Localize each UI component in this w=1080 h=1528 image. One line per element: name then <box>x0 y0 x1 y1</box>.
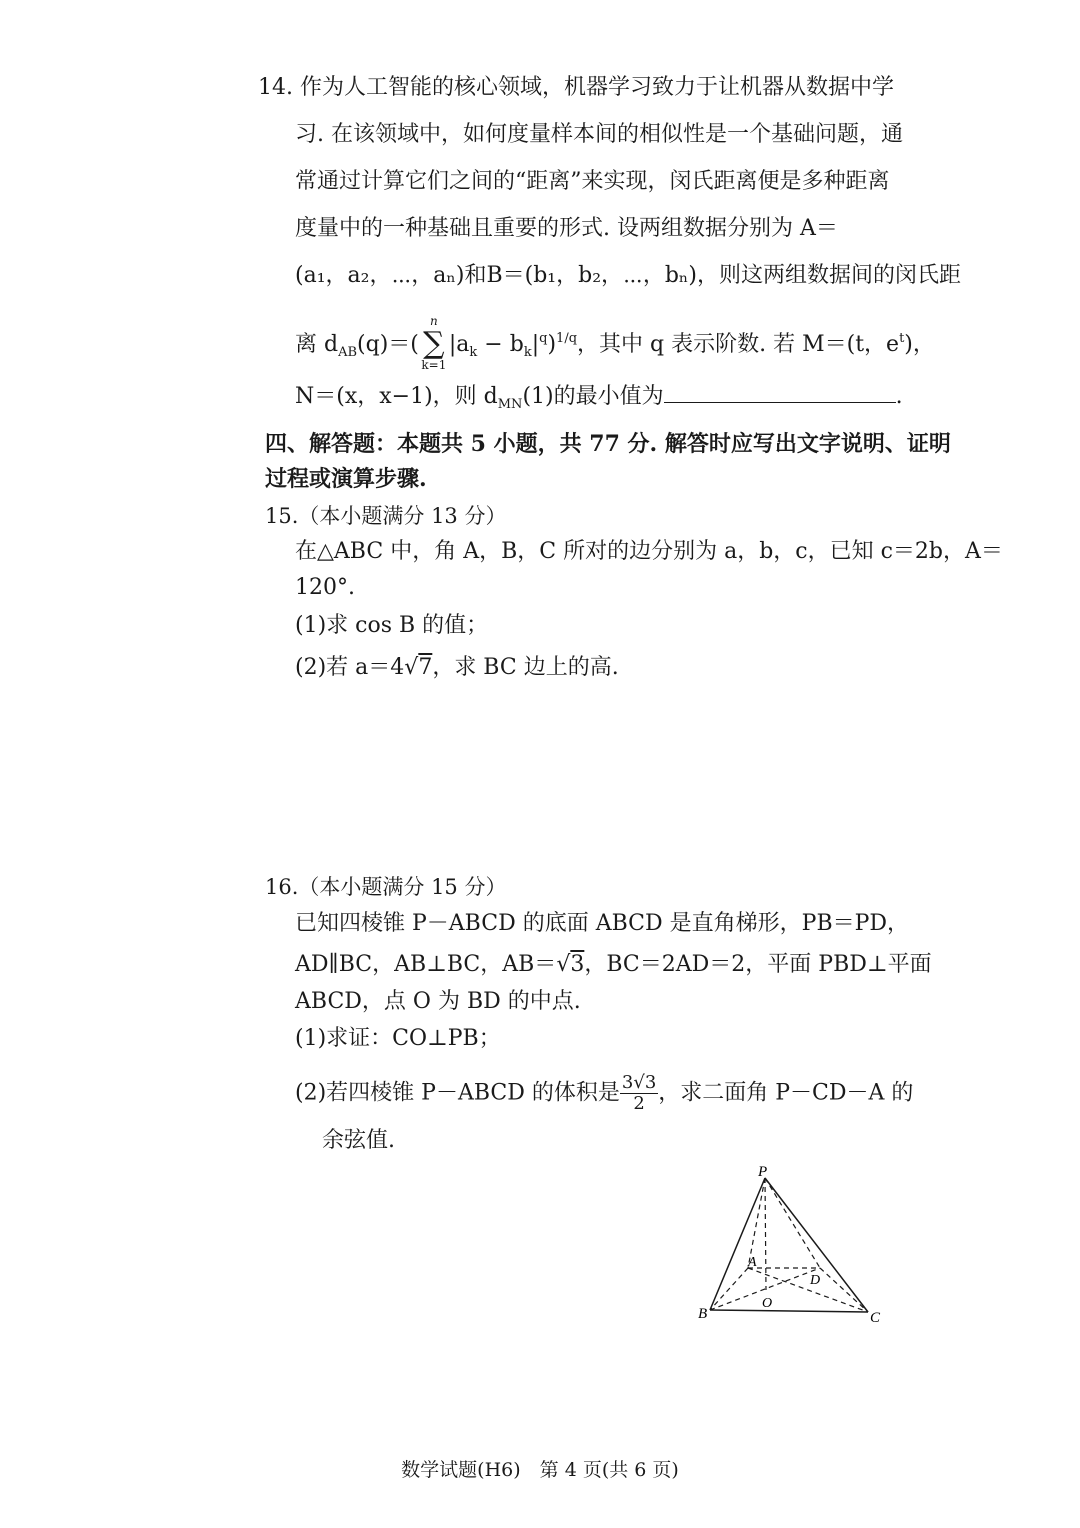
q16-part-2-line-2: 余弦值. <box>322 1128 395 1153</box>
q16-line-3: ABCD，点 O 为 BD 的中点. <box>295 989 581 1014</box>
q15-p2-pre: (2)若 a＝4 <box>295 655 405 680</box>
edge-PD <box>765 1178 820 1268</box>
edge-PO <box>765 1178 766 1290</box>
summation-symbol: n ∑ k=1 <box>419 329 449 361</box>
q16-line-2: AD∥BC，AB⊥BC，AB＝√3，BC＝2AD＝2，平面 PBD⊥平面 <box>295 952 932 977</box>
fraction-numerator: 3√3 <box>621 1072 657 1093</box>
q15-line-1: 在△ABC 中，角 A，B，C 所对的边分别为 a，b，c，已知 c＝2b，A＝ <box>295 539 1003 564</box>
section4-heading-2: 过程或演算步骤. <box>265 466 427 492</box>
pyramid-figure <box>690 1160 890 1330</box>
q14-l6-abs: |a <box>448 332 470 357</box>
q16-part-1: (1)求证：CO⊥PB； <box>295 1026 501 1051</box>
q14-l7-post: (1)的最小值为 <box>522 384 664 409</box>
edge-DC <box>820 1268 868 1312</box>
q15-part-1: (1)求 cos B 的值； <box>295 613 489 638</box>
label-A: A <box>748 1255 757 1270</box>
q14-line-6 <box>295 314 935 372</box>
q14-line-5: (a₁，a₂，⋯，aₙ)和B＝(b₁，b₂，⋯，bₙ)，则这两组数据间的闵氏距 <box>295 263 962 288</box>
q14-line-3: 常通过计算它们之间的“距离”来实现，闵氏距离便是多种距离 <box>295 169 890 194</box>
q16-l2-radicand: 3 <box>570 952 585 977</box>
volume-fraction <box>620 1073 658 1114</box>
q14-l6-pre: 离 d <box>295 332 339 357</box>
q15-line-2: 120°. <box>295 575 355 600</box>
q15-head: 15.（本小题满分 13 分） <box>265 504 507 528</box>
q14-line-2: 习. 在该领域中，如何度量样本间的相似性是一个基础问题，通 <box>295 122 903 147</box>
q14-l7-sub: MN <box>497 397 523 412</box>
page-footer: 数学试题(H6) 第 4 页(共 6 页) <box>401 1459 679 1481</box>
q16-p2-post: ，求二面角 P－CD－A 的 <box>658 1080 914 1106</box>
q15-p2-radicand: 7 <box>418 655 433 680</box>
q14-line-1: 14. 作为人工智能的核心领域，机器学习致力于让机器从数据中学 <box>258 75 894 100</box>
q14-l6-post: ，其中 q 表示阶数. 若 M＝(t，e <box>577 332 900 357</box>
q14-l6-q: q <box>539 331 548 346</box>
sum-lower-limit: k=1 <box>421 358 447 372</box>
q16-l2-post: ，BC＝2AD＝2，平面 PBD⊥平面 <box>584 952 932 977</box>
q14-l6-exp: 1/q <box>556 331 578 346</box>
q14-l6-pow: ) <box>547 332 557 357</box>
label-O: O <box>762 1296 773 1311</box>
q14-l6-k2: k <box>523 345 532 360</box>
q16-p2-pre: (2)若四棱锥 P－ABCD 的体积是 <box>295 1080 620 1106</box>
q14-l6-mid: (q)＝( <box>357 332 419 357</box>
q14-line-4: 度量中的一种基础且重要的形式. 设两组数据分别为 A＝ <box>295 216 838 241</box>
q14-l6-end: )， <box>904 332 935 357</box>
label-P: P <box>758 1164 768 1180</box>
q16-head: 16.（本小题满分 15 分） <box>265 875 507 899</box>
q14-l6-k1: k <box>469 345 478 360</box>
section4-heading-1: 四、解答题：本题共 5 小题，共 77 分. 解答时应写出文字说明、证明 <box>265 431 951 457</box>
edge-BC <box>710 1310 868 1312</box>
answer-blank[interactable] <box>664 382 896 403</box>
q14-l7-pre: N＝(x，x−1)，则 d <box>295 384 498 409</box>
fraction-denominator: 2 <box>633 1093 645 1114</box>
q14-l6-sub: AB <box>338 345 358 360</box>
q15-p2-post: ，求 BC 边上的高. <box>432 655 619 680</box>
q16-l2-pre: AD∥BC，AB⊥BC，AB＝ <box>295 952 557 977</box>
q14-l7-end: . <box>895 384 903 409</box>
edge-PB <box>710 1178 765 1310</box>
q16-part-2 <box>295 1073 913 1114</box>
q14-l6-t: t <box>899 331 905 346</box>
q16-line-1: 已知四棱锥 P－ABCD 的底面 ABCD 是直角梯形，PB＝PD， <box>295 911 910 936</box>
label-C: C <box>870 1310 881 1326</box>
label-D: D <box>810 1273 821 1288</box>
q14-l6-abs2: | <box>531 332 540 357</box>
q14-l6-minus: − b <box>477 332 524 357</box>
edge-AB <box>710 1268 748 1310</box>
label-B: B <box>698 1306 708 1322</box>
sum-upper-limit: n <box>430 314 438 328</box>
edge-PC <box>765 1178 868 1312</box>
q14-line-7 <box>295 382 903 419</box>
q15-part-2: (2)若 a＝4√7，求 BC 边上的高. <box>295 655 619 680</box>
